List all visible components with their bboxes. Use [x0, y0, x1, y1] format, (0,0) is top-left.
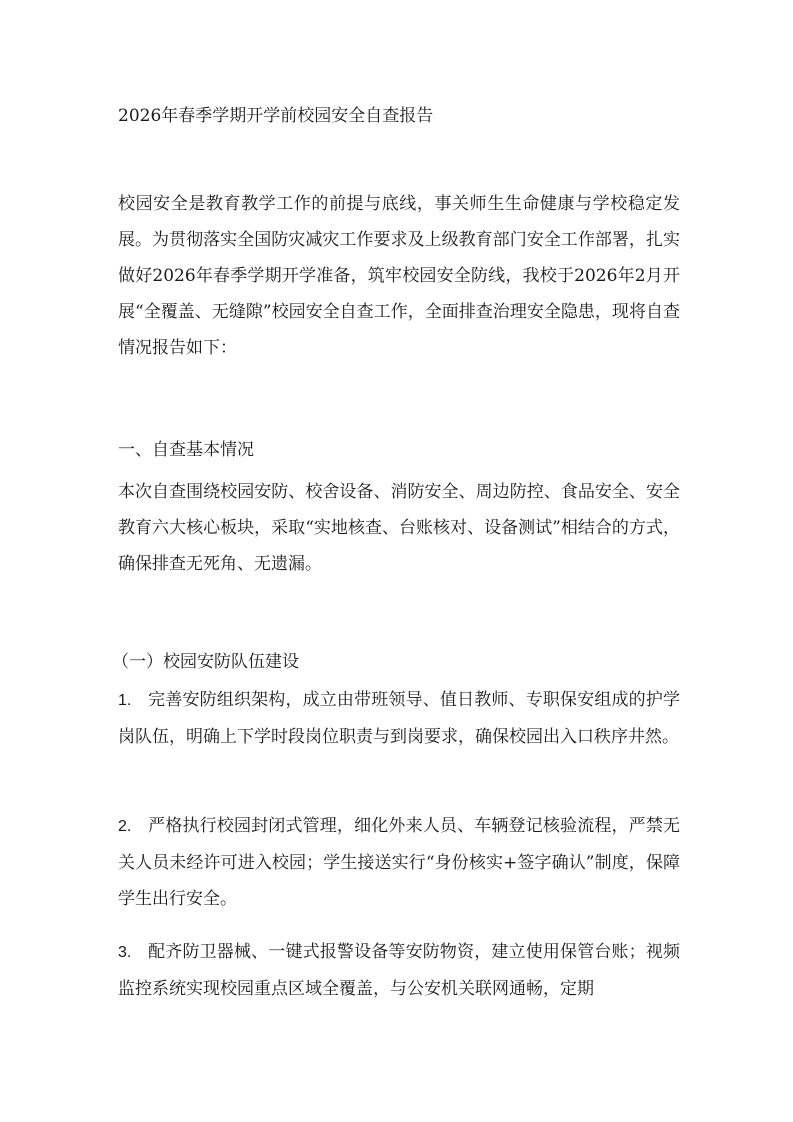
list-item-text: 配齐防卫器械、一键式报警设备等安防物资，建立使用保管台账；视频监控系统实现校园重点区域全覆盖，与公安机关联网通畅，定期	[118, 942, 680, 999]
list-item-number: 3.	[118, 944, 132, 961]
intro-paragraph: 校园安全是教育教学工作的前提与底线，事关师生生命健康与学校稳定发展。为贯彻落实全国防灾减灾工作要求及上级教育部门安全工作部署，扎实做好2026年春季学期开学准备，筑牢校园安全防线，我校于2026年2月开展“全覆盖、无缝隙”校园安全自查工作，全面排查治理安全隐患，现将自查情况报告如下：	[118, 194, 680, 358]
list-item	[118, 808, 680, 917]
list-item-text: 完善安防组织架构，成立由带班领导、值日教师、专职保安组成的护学岗队伍，明确上下学时段岗位职责与到岗要求，确保校园出入口秩序井然。	[118, 690, 680, 747]
list-item-text: 严格执行校园封闭式管理，细化外来人员、车辆登记核验流程，严禁无关人员未经许可进入校园；学生接送实行“身份核实+签字确认”制度，保障学生出行安全。	[118, 816, 680, 909]
list-item-number: 2.	[118, 818, 132, 835]
list-item	[118, 682, 680, 755]
list-item-number: 1.	[118, 692, 132, 709]
subsection-heading-1: （一）校园安防队伍建设	[112, 652, 299, 672]
section-heading-1: 一、自查基本情况	[118, 440, 254, 460]
document-title: 2026年春季学期开学前校园安全自查报告	[118, 106, 434, 126]
list-item	[118, 934, 680, 1007]
section-1-body: 本次自查围绕校园安防、校舍设备、消防安全、周边防控、食品安全、安全教育六大核心板块，采取“实地核查、台账核对、设备测试”相结合的方式，确保排查无死角、无遗漏。	[118, 482, 680, 574]
